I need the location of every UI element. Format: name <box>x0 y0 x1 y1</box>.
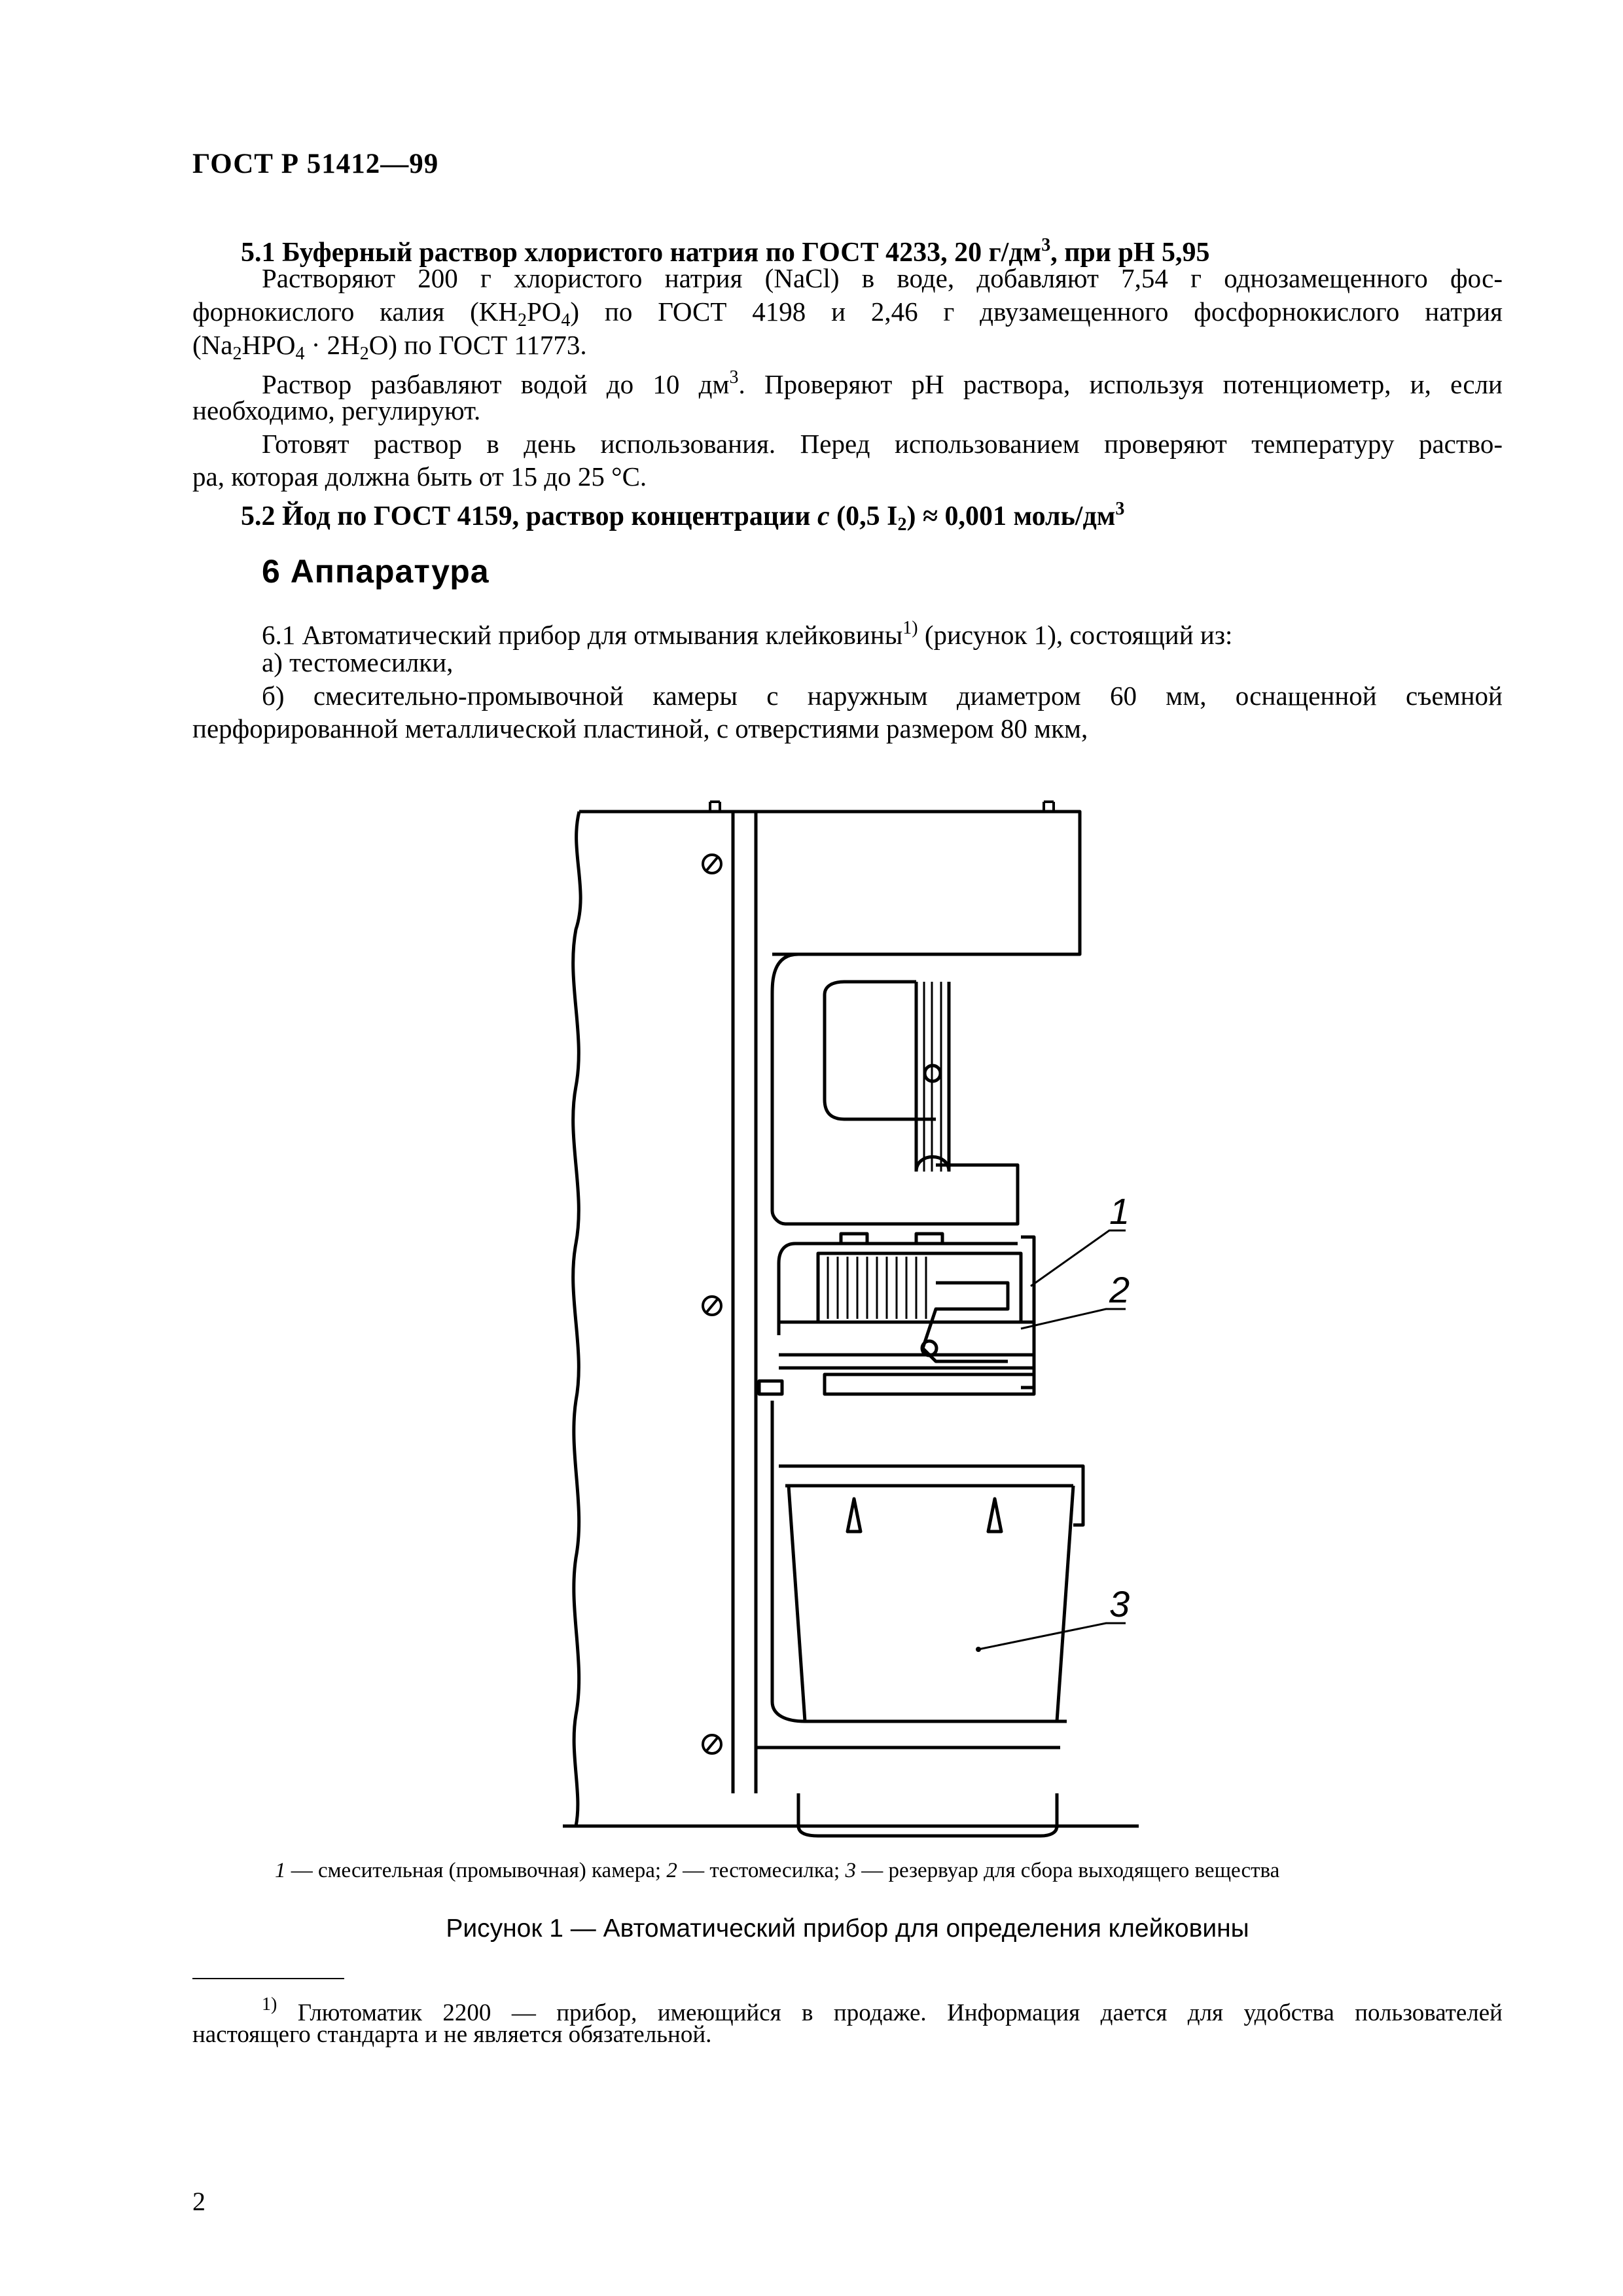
text: . Проверяют pH раствора, используя потенциометр, и, если <box>738 369 1503 399</box>
text: — резервуар для сбора выходящего вещества <box>855 1859 1280 1882</box>
text: (рисунок 1), состоящий из: <box>918 620 1233 650</box>
text: ) по ГОСТ 4198 и 2,46 г двузамещенного фосфорнокислого натрия <box>570 296 1503 327</box>
heading-text: 5.1 Буферный раствор хлористого натрия по ГОСТ 4233, 20 г/дм <box>241 238 1042 268</box>
text: 6.1 Автоматический прибор для отмывания клейковины <box>262 620 903 650</box>
list-item: а) тестомесилки, <box>262 647 454 677</box>
figure-caption: Рисунок 1 — Автоматический прибор для определения клейковины <box>446 1914 1249 1943</box>
subscript: 2 <box>359 344 369 364</box>
text: HPO <box>241 330 296 360</box>
text: PO <box>527 296 562 327</box>
paragraph-line: Растворяют 200 г хлористого натрия (NaCl) в воде, добавляют 7,54 г однозамещенного фос- <box>262 263 1503 293</box>
figure-label-3: 3 <box>1109 1583 1130 1624</box>
text: (0,5 I <box>829 501 898 531</box>
paragraph-line <box>262 612 1232 651</box>
footnote-mark: 1) <box>262 1994 277 2015</box>
text: — тестомесилка; <box>677 1859 846 1882</box>
text: 3 <box>845 1859 856 1882</box>
paragraph-line: необходимо, регулируют. <box>192 395 481 425</box>
text: · 2H <box>304 330 360 360</box>
subscript: 4 <box>295 344 305 364</box>
superscript: 3 <box>1041 235 1051 255</box>
document-header: ГОСТ Р 51412—99 <box>192 149 439 179</box>
text: Раствор разбавляют водой до 10 дм <box>262 369 730 399</box>
text: (Na <box>192 330 233 360</box>
paragraph-line: ра, которая должна быть от 15 до 25 °С. <box>192 461 647 492</box>
text: форнокислого калия (KH <box>192 296 518 327</box>
subscript: 2 <box>518 310 527 331</box>
figure-label-1: 1 <box>1109 1191 1130 1232</box>
text: — смесительная (промывочная) камера; <box>285 1859 667 1882</box>
subscript: 2 <box>232 344 242 364</box>
heading-text: , при pH 5,95 <box>1050 238 1210 268</box>
text: 5.2 Йод по ГОСТ 4159, раствор концентрации <box>241 501 817 531</box>
text: c <box>817 501 830 531</box>
text: Глютоматик 2200 — прибор, имеющийся в продаже. Информация дается для удобства пользователей <box>277 2000 1503 2026</box>
paragraph-line: Готовят раствор в день использования. Перед использованием проверяют температуру раство- <box>262 429 1503 459</box>
section-6-title: 6 Аппаратура <box>262 553 490 590</box>
superscript: 3 <box>1115 499 1125 519</box>
list-item: б) смесительно-промывочной камеры с наружным диаметром 60 мм, оснащенной съемной <box>262 681 1503 711</box>
footnote-line: настоящего стандарта и не является обязательной. <box>192 2021 712 2048</box>
text: 2 <box>666 1859 677 1882</box>
text: ) ≈ 0,001 моль/дм <box>906 501 1116 531</box>
page-number: 2 <box>192 2187 205 2216</box>
text: O) по ГОСТ 11773. <box>368 330 587 360</box>
subscript: 4 <box>561 310 571 331</box>
list-item: перфорированной металлической пластиной, с отверстиями размером 80 мкм, <box>192 713 1088 744</box>
footnote-ref: 1) <box>902 618 918 638</box>
subscript: 2 <box>897 514 907 535</box>
superscript: 3 <box>729 367 739 387</box>
apparatus-figure <box>563 789 1139 1856</box>
section-5-2-heading <box>241 493 1124 541</box>
figure-legend <box>275 1859 1453 1883</box>
figure-label-2: 2 <box>1109 1269 1130 1310</box>
footnote-divider <box>192 1978 344 1979</box>
text: 1 <box>275 1859 286 1882</box>
